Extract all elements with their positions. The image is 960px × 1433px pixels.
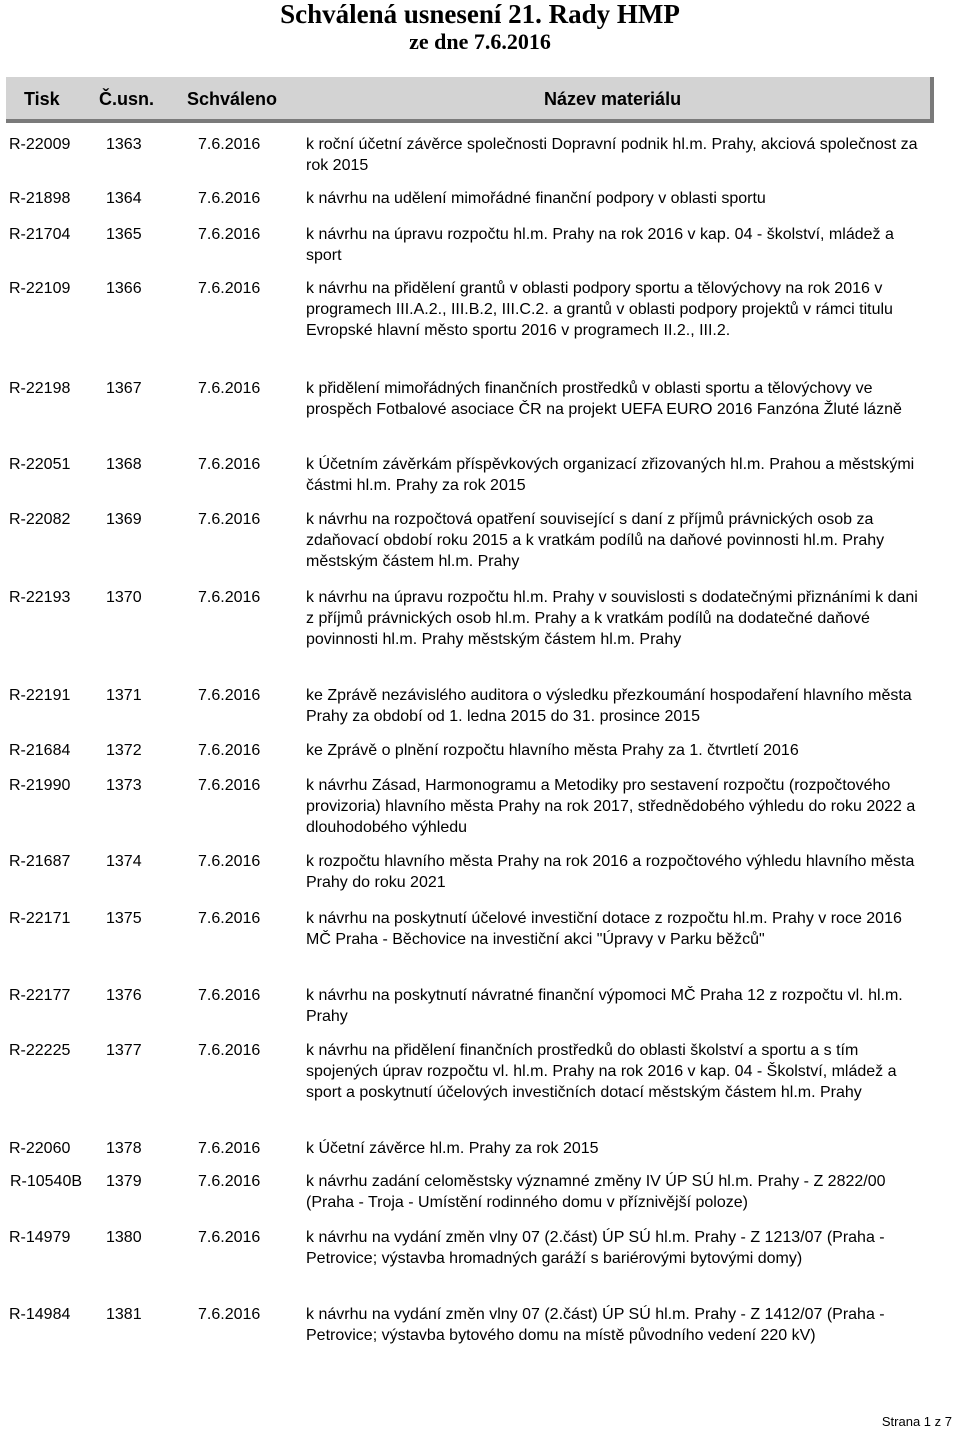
tisk-cell: R-10540B <box>9 1173 83 1190</box>
header-cusn: Č.usn. <box>99 89 155 109</box>
cusn-cell: 1370 <box>106 589 142 606</box>
cusn-cell: 1376 <box>106 987 142 1004</box>
date-cell: 7.6.2016 <box>198 687 261 704</box>
name-cell: k návrhu na poskytnutí návratné finanční výpomoci MČ Praha 12 z rozpočtu vl. hl.m. Prahy <box>306 987 903 1025</box>
cusn-cell: 1374 <box>106 853 142 870</box>
cusn-cell: 1377 <box>106 1042 142 1059</box>
tisk-cell: R-22009 <box>9 136 71 153</box>
name-cell: k návrhu zadání celoměstsky významné změny IV ÚP SÚ hl.m. Prahy - Z 2822/00 (Praha - Troja - Umístění rodinného domu v příznivější poloze) <box>306 1173 886 1211</box>
date-cell: 7.6.2016 <box>198 853 261 870</box>
tisk-cell: R-22191 <box>9 687 71 704</box>
tisk-cell: R-22225 <box>9 1042 71 1059</box>
tisk-cell: R-21687 <box>9 853 71 870</box>
date-cell: 7.6.2016 <box>198 511 261 528</box>
cusn-cell: 1378 <box>106 1140 142 1157</box>
date-cell: 7.6.2016 <box>198 380 261 397</box>
tisk-cell: R-21990 <box>9 777 71 794</box>
date-cell: 7.6.2016 <box>198 1042 261 1059</box>
name-cell: k návrhu na úpravu rozpočtu hl.m. Prahy v souvislosti s dodatečnými přiznáními k dani z příjmů právnických osob hl.m. Prahy a k vratkám podílů na dodatečné daňové povinnosti hl.m. Prahy městským částem hl.m. Prahy <box>306 589 918 648</box>
tisk-cell: R-22177 <box>9 987 71 1004</box>
name-cell: k návrhu na vydání změn vlny 07 (2.část) ÚP SÚ hl.m. Prahy - Z 1213/07 (Praha - Petrovice; výstavba hromadných garáží s bariérovými bytovými domy) <box>306 1229 885 1267</box>
name-cell: k rozpočtu hlavního města Prahy na rok 2016 a rozpočtového výhledu hlavního města Prahy do roku 2021 <box>306 853 915 891</box>
header-tisk: Tisk <box>24 89 60 109</box>
date-cell: 7.6.2016 <box>198 280 261 297</box>
date-cell: 7.6.2016 <box>198 987 261 1004</box>
name-cell: k roční účetní závěrce společnosti Dopravní podnik hl.m. Prahy, akciová společnost za rok 2015 <box>306 136 918 174</box>
name-cell: k přidělení mimořádných finančních prostředků v oblasti sportu a tělovýchovy ve prospěch Fotbalové asociace ČR na projekt UEFA EURO 2016 Fanzóna Žluté lázně <box>306 380 902 418</box>
date-cell: 7.6.2016 <box>198 1229 261 1246</box>
cusn-cell: 1379 <box>106 1173 142 1190</box>
tisk-cell: R-22171 <box>9 910 71 927</box>
date-cell: 7.6.2016 <box>198 777 261 794</box>
name-cell: k návrhu na poskytnutí účelové investiční dotace z rozpočtu hl.m. Prahy v roce 2016 MČ Praha - Běchovice na investiční akci "Úpravy v Parku běžců" <box>306 910 902 948</box>
cusn-cell: 1375 <box>106 910 142 927</box>
name-cell: k návrhu na vydání změn vlny 07 (2.část) ÚP SÚ hl.m. Prahy - Z 1412/07 (Praha - Petrovice; výstavba bytového domu na místě původního vedení 220 kV) <box>306 1306 885 1344</box>
header-schvaleno: Schváleno <box>187 89 278 109</box>
page-number: Strana 1 z 7 <box>881 1414 952 1429</box>
name-cell: k návrhu na úpravu rozpočtu hl.m. Prahy na rok 2016 v kap. 04 - školství, mládež a sport <box>306 226 894 264</box>
header-nazev: Název materiálu <box>544 89 682 109</box>
tisk-cell: R-21684 <box>9 742 71 759</box>
cusn-cell: 1363 <box>106 136 142 153</box>
cusn-cell: 1368 <box>106 456 142 473</box>
date-cell: 7.6.2016 <box>198 910 261 927</box>
cusn-cell: 1373 <box>106 777 142 794</box>
date-cell: 7.6.2016 <box>198 456 261 473</box>
tisk-cell: R-14979 <box>9 1229 71 1246</box>
cusn-cell: 1365 <box>106 226 142 243</box>
cusn-cell: 1369 <box>106 511 142 528</box>
title-line-2: ze dne 7.6.2016 <box>409 29 551 54</box>
tisk-cell: R-14984 <box>9 1306 71 1323</box>
tisk-cell: R-22193 <box>9 589 71 606</box>
tisk-cell: R-22051 <box>9 456 71 473</box>
tisk-cell: R-22060 <box>9 1140 71 1157</box>
title-line-1: Schválená usnesení 21. Rady HMP <box>280 0 680 29</box>
cusn-cell: 1371 <box>106 687 142 704</box>
name-cell: ke Zprávě nezávislého auditora o výsledku přezkoumání hospodaření hlavního města Prahy za období od 1. ledna 2015 do 31. prosince 2015 <box>306 687 912 725</box>
date-cell: 7.6.2016 <box>198 136 261 153</box>
name-cell: ke Zprávě o plnění rozpočtu hlavního města Prahy za 1. čtvrtletí 2016 <box>306 742 799 759</box>
date-cell: 7.6.2016 <box>198 1140 261 1157</box>
cusn-cell: 1380 <box>106 1229 142 1246</box>
date-cell: 7.6.2016 <box>198 589 261 606</box>
cusn-cell: 1381 <box>106 1306 142 1323</box>
tisk-cell: R-22198 <box>9 380 71 397</box>
name-cell: k návrhu na udělení mimořádné finanční podpory v oblasti sportu <box>306 190 766 207</box>
name-cell: k návrhu na přidělení finančních prostředků do oblasti školství a sportu a s tím spojených úprav rozpočtu vl. hl.m. Prahy na rok 2016 v kap. 04 - Školství, mládež a sport a poskytnutí účelových investičních dotací městským částem hl.m. Prahy <box>306 1042 897 1101</box>
name-cell: k návrhu na rozpočtová opatření související s daní z příjmů právnických osob za zdaňovací období roku 2015 a k vratkám podílů na daňové povinnosti hl.m. Prahy městským částem hl.m. Prahy <box>306 511 885 570</box>
cusn-cell: 1364 <box>106 190 142 207</box>
name-cell: k návrhu na přidělení grantů v oblasti podpory sportu a tělovýchovy na rok 2016 v programech III.A.2., III.B.2, III.C.2. a grantů v oblasti podpory projektů v rámci titulu Evropské hlavní město sportu 2016 v programech II.2., III.2. <box>306 280 893 339</box>
date-cell: 7.6.2016 <box>198 226 261 243</box>
tisk-cell: R-22082 <box>9 511 71 528</box>
date-cell: 7.6.2016 <box>198 742 261 759</box>
cusn-cell: 1372 <box>106 742 142 759</box>
tisk-cell: R-21704 <box>9 226 71 243</box>
tisk-cell: R-21898 <box>9 190 71 207</box>
name-cell: k Účetní závěrce hl.m. Prahy za rok 2015 <box>306 1140 599 1157</box>
name-cell: k Účetním závěrkám příspěvkových organizací zřizovaných hl.m. Prahou a městskými částmi hl.m. Prahy za rok 2015 <box>306 456 915 494</box>
table-header <box>6 77 934 123</box>
date-cell: 7.6.2016 <box>198 1173 261 1190</box>
date-cell: 7.6.2016 <box>198 1306 261 1323</box>
date-cell: 7.6.2016 <box>198 190 261 207</box>
tisk-cell: R-22109 <box>9 280 71 297</box>
cusn-cell: 1367 <box>106 380 142 397</box>
name-cell: k návrhu Zásad, Harmonogramu a Metodiky pro sestavení rozpočtu (rozpočtového provizoria) hlavního města Prahy na rok 2017, střednědobého výhledu do roku 2022 a dlouhodobého výhledu <box>306 777 916 836</box>
cusn-cell: 1366 <box>106 280 142 297</box>
